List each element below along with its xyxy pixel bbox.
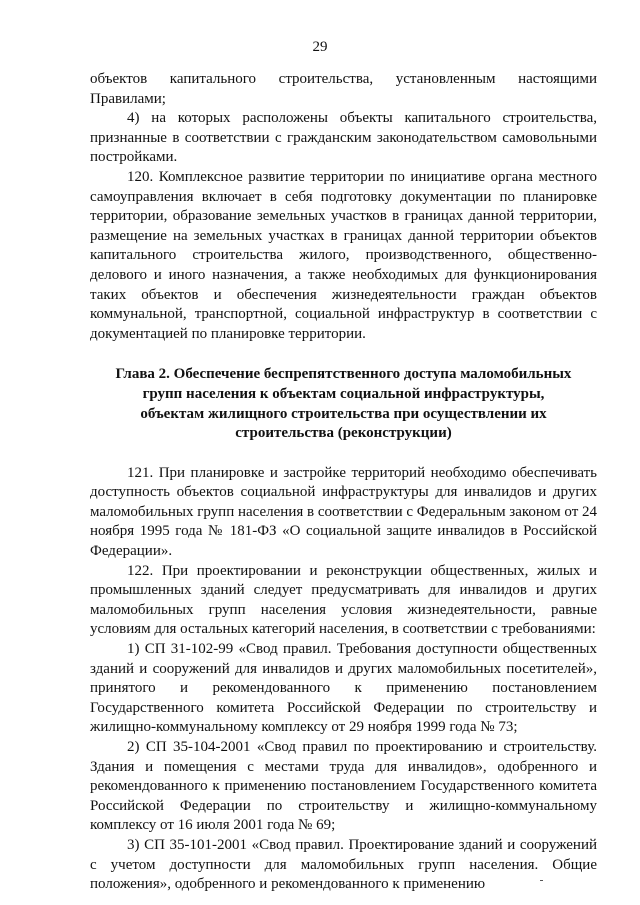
paragraph-122: 122. При проектировании и реконструкции общественных, жилых и промышленных зданий следует предусматривать для инвалидов и других маломобильных групп населения условия жизнедеятельности, равные условиям для остальных категорий населения, в соответствии с требованиями: [90, 562, 597, 638]
chapter-heading-line: Глава 2. Обеспечение беспрепятственного доступа маломобильных [115, 366, 572, 383]
list-item-3: 3) СП 35-101-2001 «Свод правил. Проектирование зданий и сооружений с учетом доступности для маломобильных групп населения. Общие положения», одобренного и рекомендованного к применению [90, 836, 597, 893]
list-item-2: 2) СП 35-104-2001 «Свод правил по проектированию и строительству. Здания и помещения с местами труда для инвалидов», одобренного и рекомендованного к применению постановлением Государственного комитета Российской Федерации по строительству и жилищно-коммунальному комплексу от 16 июля 2001 года № 69; [90, 739, 597, 834]
chapter-heading-line: объектам жилищного строительства при осуществлении их [140, 405, 547, 422]
list-item-1: 1) СП 31-102-99 «Свод правил. Требования доступности общественных зданий и сооружений для инвалидов и других маломобильных посетителей», принятого и рекомендованного к применению постановлением Государственного комитета Российской Федерации по строительству и жилищно-коммунальному комплексу от 29 ноября 1999 года № 73; [90, 641, 597, 736]
paragraph-item-4: 4) на которых расположены объекты капитального строительства, признанные в соответствии с гражданским законодательством самовольными постройками. [90, 110, 597, 166]
paragraph-continuation: объектов капитального строительства, установленным настоящими Правилами; [90, 71, 597, 107]
page-number: 29 [312, 39, 328, 55]
chapter-heading [90, 365, 597, 443]
paragraph-121: 121. При планировке и застройке территорий необходимо обеспечивать доступность объектов социальной инфраструктуры для инвалидов и других маломобильных групп населения в соответствии с Федеральным законом от 24 ноября 1995 года № 181-ФЗ «О социальной защите инвалидов в Российской Федерации». [90, 464, 598, 560]
chapter-heading-line: строительства (реконструкции) [235, 425, 452, 442]
document-body [90, 70, 597, 895]
paragraph-120: 120. Комплексное развитие территории по инициативе органа местного самоуправления включает в себя подготовку документации по планировке территории, образование земельных участков в границах данной территории, размещение на земельных участках в границах данной территории объектов капитального строительства жилого, производственного, общественно-делового и иного назначения, а также необходимых для функционирования таких объектов и обеспечения жизнедеятельности граждан объектов коммунальной, транспортной, социальной инфраструктур в соответствии с документацией по планировке территории. [90, 168, 597, 342]
chapter-heading-line: групп населения к объектам социальной инфраструктуры, [142, 385, 545, 402]
scan-mark [540, 880, 543, 881]
